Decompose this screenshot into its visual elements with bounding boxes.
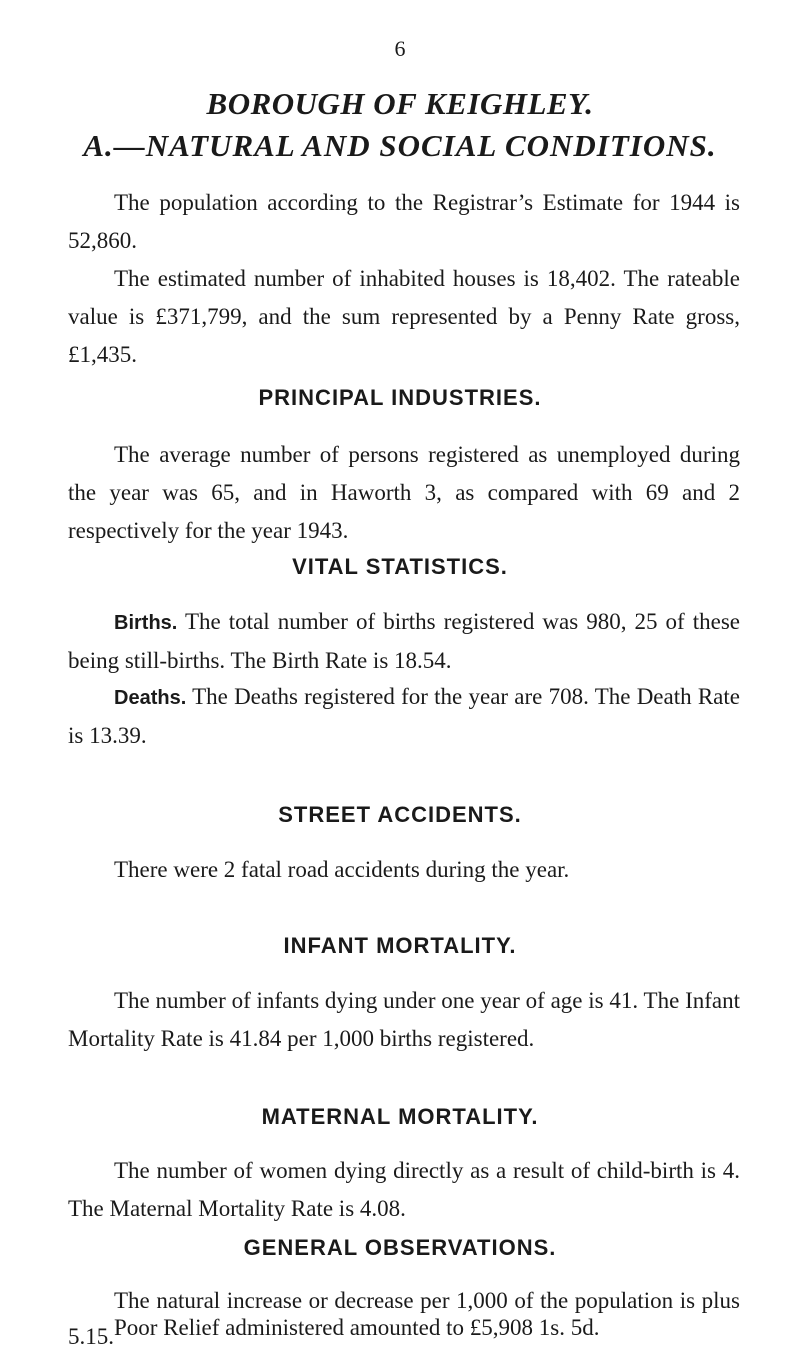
maternal-mortality-heading: MATERNAL MORTALITY. (261, 1104, 539, 1129)
deaths-label: Deaths. (114, 687, 187, 709)
vital-statistics-heading: VITAL STATISTICS. (292, 554, 508, 579)
infant-mortality-paragraph: The number of infants dying under one year of age is 41. The Infant Mortality Rate is 41.84 per 1,000 births registered. (68, 988, 740, 1051)
population-paragraph: The population according to the Registrar’s Estimate for 1944 is 52,860. (68, 190, 740, 253)
unemployment-paragraph: The average number of persons registered as unemployed during the year was 65, and in Haworth 3, as compared with 69 and 2 respectively for the year 1943. (68, 442, 740, 543)
accidents-paragraph: There were 2 fatal road accidents during the year. (114, 857, 570, 882)
natural-increase-paragraph: The natural increase or decrease per 1,000 of the population is plus 5.15. (68, 1288, 740, 1349)
page-number: 6 (394, 36, 406, 61)
maternal-mortality-paragraph: The number of women dying directly as a result of child-birth is 4. The Maternal Mortality Rate is 4.08. (68, 1158, 740, 1221)
section-title: A.—NATURAL AND SOCIAL CONDITIONS. (83, 128, 717, 163)
infant-mortality-heading: INFANT MORTALITY. (283, 933, 517, 958)
street-accidents-heading: STREET ACCIDENTS. (278, 802, 522, 827)
births-text: The total number of births registered was 980, 25 of these being still-births. The Birth Rate is 18.54. (68, 609, 740, 673)
deaths-paragraph (68, 678, 740, 755)
document-title: BOROUGH OF KEIGHLEY. (206, 86, 594, 121)
poor-relief-paragraph: Poor Relief administered amounted to £5,908 1s. 5d. (114, 1315, 600, 1340)
principal-industries-heading: PRINCIPAL INDUSTRIES. (258, 385, 542, 410)
deaths-text: The Deaths registered for the year are 708. The Death Rate is 13.39. (68, 684, 740, 748)
general-observations-heading: GENERAL OBSERVATIONS. (243, 1235, 557, 1260)
houses-paragraph: The estimated number of inhabited houses is 18,402. The rateable value is £371,799, and the sum represented by a Penny Rate gross, £1,435. (68, 266, 740, 367)
births-label: Births. (114, 612, 178, 634)
births-paragraph (68, 603, 740, 680)
